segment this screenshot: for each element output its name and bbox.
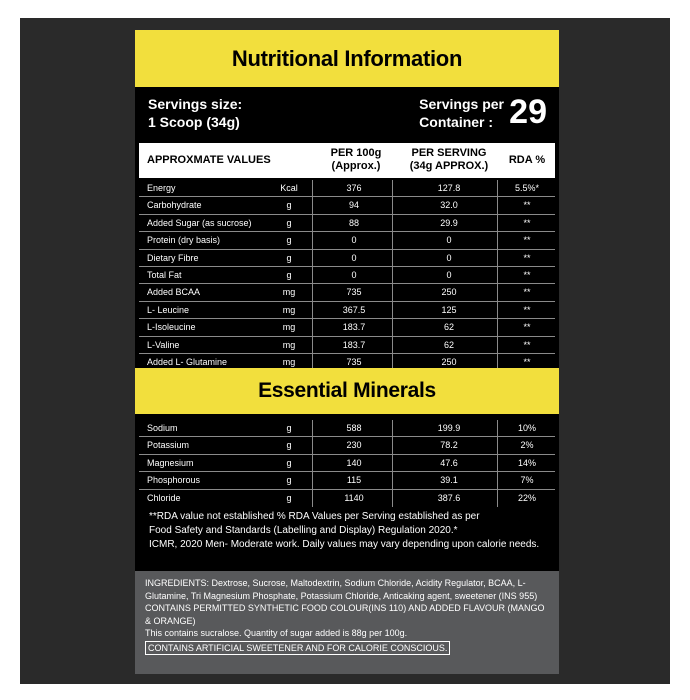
nutrient-perserving: 0 [446, 252, 452, 263]
nutrient-unit: g [286, 269, 292, 280]
nutrient-name: L-Valine [147, 339, 180, 350]
table-row [139, 455, 555, 472]
nutrient-rda: 5.5%* [514, 183, 540, 193]
header-rda: RDA % [508, 154, 546, 166]
mineral-perserving: 199.9 [437, 423, 461, 433]
table-row [139, 490, 555, 507]
nutrient-name: Protein (dry basis) [147, 235, 221, 246]
nutrient-per100: 0 [351, 235, 357, 246]
nutrient-per100: 0 [351, 269, 357, 280]
ingredients-text: INGREDIENTS: Dextrose, Sucrose, Maltodextrin, Sodium Chloride, Acidity Regulator, BCAA, L-Glutamine, Tri Magnesium Phosphate, Potassium Chloride, Anticaking agent, sweetener (INS 955) [145, 578, 538, 601]
nutrient-rda: ** [523, 200, 531, 211]
mineral-rda: 10% [517, 423, 536, 433]
nutrient-unit: mg [282, 287, 296, 298]
nutrient-perserving: 29.9 [440, 217, 458, 228]
table-row [139, 180, 555, 197]
nutrient-per100: 88 [348, 217, 359, 228]
mineral-perserving: 47.6 [440, 457, 458, 468]
table-row [139, 319, 555, 336]
nutrient-rda: ** [523, 235, 531, 246]
nutrient-unit: g [286, 252, 292, 263]
serving-size-value: 1 Scoop (34g) [148, 114, 240, 130]
rda-notes [149, 510, 549, 552]
serving-size-label: Servings size: [148, 96, 243, 112]
nutrient-name: Total Fat [147, 269, 182, 280]
table-row [139, 472, 555, 489]
header-per100-line2: (Approx.) [331, 160, 381, 172]
table-row [139, 267, 555, 284]
nutrient-unit: mg [282, 322, 296, 333]
nutrient-perserving: 250 [441, 356, 457, 367]
nutrient-unit: g [286, 217, 292, 228]
table-row [139, 337, 555, 354]
header-per100-line1: PER 100g [330, 147, 382, 159]
mineral-per100: 588 [346, 423, 362, 433]
header-per100 [321, 147, 391, 173]
mineral-perserving: 78.2 [440, 440, 458, 451]
mineral-per100: 1140 [344, 492, 364, 503]
nutrient-name: L- Leucine [147, 304, 190, 315]
nutrient-perserving: 62 [443, 339, 454, 350]
nutrient-rda: ** [523, 287, 531, 298]
nutrient-per100: 735 [346, 356, 362, 367]
minerals-table [139, 420, 555, 507]
mineral-name: Magnesium [147, 457, 194, 468]
mineral-unit: g [286, 475, 292, 486]
nutrient-per100: 183.7 [342, 322, 366, 333]
nutrient-per100: 0 [351, 252, 357, 263]
mineral-perserving: 39.1 [440, 475, 458, 486]
note-line: Food Safety and Standards (Labelling and Display) Regulation 2020.* [149, 525, 458, 536]
header-perserving-line2: (34g APPROX.) [409, 160, 489, 172]
sucralose-statement: This contains sucralose. Quantity of sugar added is 88g per 100g. [145, 628, 408, 638]
nutrient-rda: ** [523, 269, 531, 280]
nutrient-unit: mg [282, 339, 296, 350]
note-line: **RDA value not established % RDA Values per Serving established as per [149, 511, 480, 522]
nutrient-perserving: 0 [446, 235, 452, 246]
mineral-unit: g [286, 492, 292, 503]
nutrient-perserving: 0 [446, 269, 452, 280]
nutrient-name: L-Isoleucine [147, 322, 196, 333]
nutrient-name: Dietary Fibre [147, 252, 199, 263]
table-row [139, 250, 555, 267]
nutrient-perserving: 62 [443, 322, 454, 333]
mineral-rda: 2% [520, 440, 534, 451]
nutrient-name: Energy [147, 183, 176, 193]
table-row [139, 215, 555, 232]
mineral-name: Sodium [147, 423, 178, 433]
nutrient-perserving: 125 [441, 304, 457, 315]
nutrient-per100: 94 [348, 200, 359, 211]
nutrient-rda: ** [523, 304, 531, 315]
mineral-unit: g [286, 440, 292, 451]
header-perserving [401, 147, 497, 173]
nutrient-perserving: 32.0 [440, 200, 458, 211]
nutrition-title: Nutritional Information [135, 30, 559, 87]
note-line: ICMR, 2020 Men- Moderate work. Daily values may vary depending upon calorie needs. [149, 539, 540, 550]
mineral-per100: 115 [346, 475, 362, 486]
servings-per-container-label [419, 95, 504, 131]
table-row [139, 420, 555, 437]
nutrient-unit: mg [282, 356, 296, 367]
nutrient-rda: ** [523, 252, 531, 263]
mineral-name: Phosphorous [147, 475, 201, 486]
nutrient-rda: ** [523, 322, 531, 333]
nutrition-label [135, 30, 559, 674]
mineral-perserving: 387.6 [437, 492, 461, 503]
serving-size [148, 95, 242, 131]
table-row [139, 284, 555, 301]
header-approx-values: APPROXMATE VALUES [147, 154, 271, 166]
table-row [139, 437, 555, 454]
nutrient-name: Carbohydrate [147, 200, 202, 211]
table-row [139, 232, 555, 249]
header-perserving-line1: PER SERVING [411, 147, 487, 159]
colour-statement: CONTAINS PERMITTED SYNTHETIC FOOD COLOUR(INS 110) AND ADDED FLAVOUR (MANGO & ORANGE) [145, 603, 545, 626]
nutrient-unit: g [286, 200, 292, 211]
mineral-rda: 22% [517, 492, 536, 503]
minerals-title: Essential Minerals [135, 368, 559, 414]
nutrient-unit: g [286, 235, 292, 246]
nutrient-rda: ** [523, 217, 531, 228]
nutrient-unit: Kcal [280, 183, 298, 193]
table-row [139, 197, 555, 214]
nutrient-name: Added L- Glutamine [147, 356, 228, 367]
mineral-per100: 230 [346, 440, 362, 451]
sweetener-warning: CONTAINS ARTIFICIAL SWEETENER AND FOR CALORIE CONSCIOUS. [145, 641, 450, 656]
servings-section [135, 87, 559, 143]
nutrient-per100: 367.5 [342, 304, 366, 315]
nutrient-rda: ** [523, 356, 531, 367]
nutrient-per100: 376 [346, 183, 362, 193]
ingredients-box [135, 571, 559, 674]
servings-per-line1: Servings per [419, 96, 504, 112]
nutrients-table [139, 180, 555, 371]
mineral-rda: 7% [520, 475, 534, 486]
mineral-name: Chloride [147, 492, 181, 503]
nutrient-perserving: 250 [441, 287, 457, 298]
nutrient-rda: ** [523, 339, 531, 350]
nutrient-per100: 735 [346, 287, 362, 298]
servings-per-container-value: 29 [509, 93, 547, 131]
nutrient-name: Added Sugar (as sucrose) [147, 217, 252, 228]
mineral-unit: g [286, 423, 292, 433]
nutrient-per100: 183.7 [342, 339, 366, 350]
mineral-rda: 14% [517, 457, 536, 468]
table-row [139, 302, 555, 319]
table-header [139, 143, 555, 178]
nutrient-perserving: 127.8 [437, 183, 461, 193]
nutrient-unit: mg [282, 304, 296, 315]
mineral-name: Potassium [147, 440, 190, 451]
nutrient-name: Added BCAA [147, 287, 201, 298]
mineral-per100: 140 [346, 457, 362, 468]
mineral-unit: g [286, 457, 292, 468]
servings-per-line2: Container : [419, 114, 494, 130]
